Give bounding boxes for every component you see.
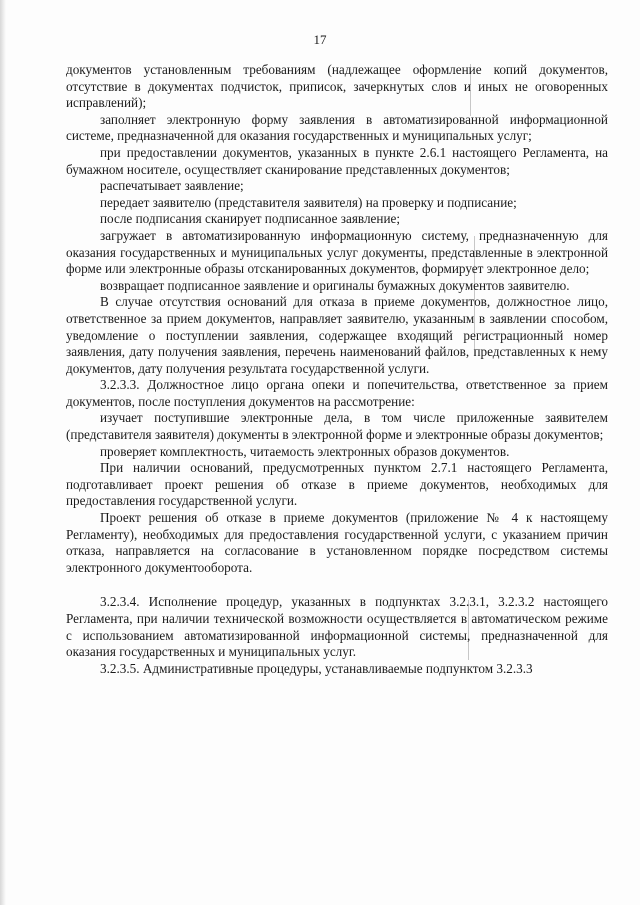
page-number: 17 bbox=[313, 32, 327, 47]
scan-edge-shadow bbox=[0, 0, 6, 905]
paragraph: при предоставлении документов, указанных в пункте 2.6.1 настоящего Регламента, на бумажном носителе, осуществляет сканирование представленных документов; bbox=[66, 144, 608, 177]
paragraph: 3.2.3.4. Исполнение процедур, указанных в подпунктах 3.2.3.1, 3.2.3.2 настоящего Регламента, при наличии технической возможности осуществляется в автоматическом режиме с использованием автоматизированной информационной системы, предназначенной для оказания государственных и муниципальных услуг. bbox=[66, 594, 608, 660]
paragraph: 3.2.3.5. Административные процедуры, устанавливаемые подпунктом 3.2.3.3 bbox=[100, 660, 533, 676]
paragraph: передает заявителю (представителя заявителя) на проверку и подписание; bbox=[100, 194, 517, 210]
paragraph: 3.2.3.3. Должностное лицо органа опеки и попечительства, ответственное за прием документов, после поступления документов на рассмотрение: bbox=[66, 377, 608, 409]
paragraph: изучает поступившие электронные дела, в том числе приложенные заявителем (представителя заявителя) документы в электронной форме и электронные образы документов; bbox=[66, 410, 608, 443]
paragraph: распечатывает заявление; bbox=[100, 178, 244, 194]
paragraph: заполняет электронную форму заявления в автоматизированной информационной системе, предназначенной для оказания государственных и муниципальных услуг; bbox=[66, 111, 608, 144]
paragraph: Проект решения об отказе в приеме документов (приложение № 4 к настоящему Регламенту), необходимых для предоставления государственной услуги, с указанием причин отказа, направляется на согласование в установленном порядке посредством системы электронного документооборота. bbox=[66, 510, 608, 575]
paragraph: При наличии оснований, предусмотренных пунктом 2.7.1 настоящего Регламента, подготавливает проект решения об отказе в приеме документов, необходимых для предоставления государственной услуги. bbox=[66, 460, 608, 509]
paragraph: после подписания сканирует подписанное заявление; bbox=[100, 211, 401, 227]
paragraph: проверяет комплектность, читаемость электронных образов документов. bbox=[100, 443, 510, 459]
paragraph: возвращает подписанное заявление и оригиналы бумажных документов заявителю. bbox=[100, 277, 570, 293]
paragraph: загружает в автоматизированную информационную систему, предназначенную для оказания государственных и муниципальных услуг документы, представленные в электронной форме или электронные образы отсканированных документов, формирует электронное дело; bbox=[66, 227, 608, 277]
paragraph: документов установленным требованиям (надлежащее оформление копий документов, отсутствие в документах подчисток, приписок, зачеркнутых слов и иных не оговоренных исправлений); bbox=[66, 62, 608, 111]
paragraph: В случае отсутствия оснований для отказа в приеме документов, должностное лицо, ответственное за прием документов, направляет заявителю, указанным в заявлении способом, уведомление о поступлении заявления, содержащее входящий регистрационный номер заявления, дату получения заявления, перечень наименований файлов, представленных к нему документов, дату получения результата государственной услуги. bbox=[66, 294, 608, 376]
document-body bbox=[66, 62, 608, 677]
